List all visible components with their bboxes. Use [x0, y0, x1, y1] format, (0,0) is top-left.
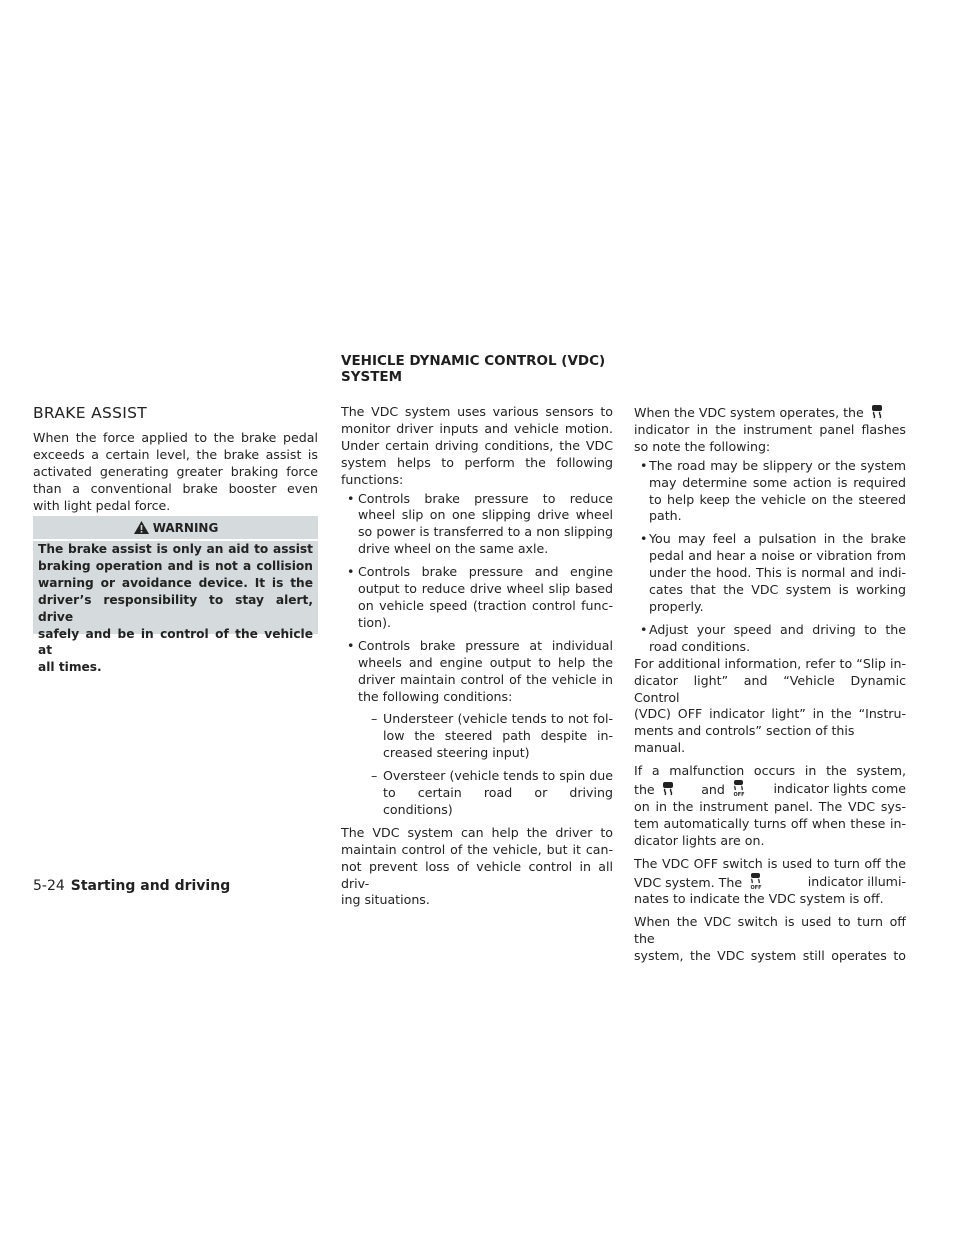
text-line: driver maintain control of the vehicle in [358, 671, 613, 687]
brake-assist-body [33, 430, 318, 515]
text-line: wheels and engine output to help the [358, 654, 613, 670]
text-line [634, 404, 906, 422]
list-item [634, 531, 906, 616]
text-line: For additional information, refer to “Slip in- [634, 655, 906, 671]
section-heading [341, 353, 641, 385]
text-line: cates that the VDC system is working [649, 582, 906, 598]
vdc-off-indicator-icon [731, 780, 747, 797]
off-icon-text: OFF [733, 792, 745, 798]
text-line: the following conditions: [358, 688, 513, 704]
warning-line: driver’s responsibility to stay alert, drive [38, 592, 313, 624]
warning-label: WARNING [152, 520, 219, 535]
text-line: under the hood. This is normal and indi- [649, 565, 906, 581]
text-line: than a conventional brake booster even [33, 480, 318, 496]
text-line [634, 873, 906, 892]
text-line: not prevent loss of vehicle control in all driv- [341, 858, 613, 891]
text-line: When the VDC switch is used to turn off the [634, 914, 906, 947]
text-line: The VDC system uses various sensors to [341, 404, 613, 419]
text-line: When the force applied to the brake pedal [33, 430, 318, 445]
text-line: nates to indicate the VDC system is off. [634, 891, 884, 907]
sub-list-item [341, 768, 613, 819]
text-line: system helps to perform the following [341, 454, 613, 470]
vdc-operation-column [634, 404, 906, 965]
warning-line: The brake assist is only an aid to assist [38, 542, 313, 556]
text-line: drive wheel on the same axle. [358, 541, 549, 557]
text-span [634, 781, 677, 799]
list-item [341, 638, 613, 706]
warning-line: safely and be in control of the vehicle at [38, 626, 313, 658]
text-line: activated generating greater braking force [33, 463, 318, 479]
text-line: exceeds a certain level, the brake assist is [33, 446, 318, 462]
brake-assist-title: BRAKE ASSIST [33, 404, 148, 422]
vdc-off-indicator-icon [748, 873, 764, 890]
text-line: The road may be slippery or the system [649, 457, 906, 473]
text-line: Controls brake pressure at individual [358, 637, 613, 653]
warning-box [33, 516, 318, 675]
text-span: When the VDC system operates, the [634, 405, 864, 420]
warning-line: warning or avoidance device. It is the [38, 575, 313, 590]
text-span: the [634, 781, 655, 797]
text-line: creased steering input) [383, 745, 530, 761]
warning-header [33, 516, 318, 539]
text-line: ments and controls” section of this manual. [634, 723, 855, 756]
text-line: Controls brake pressure to reduce [358, 490, 613, 506]
slip-indicator-icon [661, 781, 675, 797]
page-number: 5-24 [33, 878, 65, 894]
vdc-description-column [341, 404, 613, 909]
page-footer [33, 878, 230, 894]
warning-line: all times. [38, 660, 102, 675]
section-heading-line1: VEHICLE DYNAMIC CONTROL (VDC) [341, 353, 606, 369]
footer-section-name: Starting and driving [70, 878, 231, 894]
text-line: with light pedal force. [33, 497, 171, 513]
text-line: monitor driver inputs and vehicle motion. [341, 420, 613, 436]
text-span: and [701, 782, 725, 798]
text-line: low the steered path despite in- [383, 728, 613, 744]
text-line: (VDC) OFF indicator light” in the “Instru- [634, 706, 906, 722]
text-line: Understeer (vehicle tends to not fol- [383, 711, 613, 727]
text-line: If a malfunction occurs in the system, [634, 763, 906, 779]
text-line: so power is transferred to a non slipping [358, 524, 613, 540]
section-heading-line2: SYSTEM [341, 369, 403, 385]
dash-marker: – [371, 711, 378, 727]
bullet-marker: • [347, 564, 355, 580]
text-span: VDC system. The [634, 874, 743, 890]
bullet-marker: • [640, 531, 648, 547]
warning-triangle-icon [133, 520, 150, 535]
warning-text [38, 541, 313, 676]
bullet-marker: • [640, 457, 648, 473]
text-span [634, 873, 766, 892]
sub-list-item [341, 711, 613, 762]
text-line: on in the instrument panel. The VDC sys- [634, 798, 906, 814]
text-line: The VDC OFF switch is used to turn off the [634, 855, 906, 871]
text-line: system, the VDC system still operates to [634, 948, 906, 964]
text-line: tem automatically turns off when these in- [634, 815, 906, 831]
text-span: indicator lights come [773, 781, 906, 797]
text-line: so note the following: [634, 438, 771, 454]
text-line [634, 780, 906, 799]
warning-line: braking operation and is not a collision [38, 558, 313, 573]
text-line: tion). [358, 614, 392, 630]
bullet-marker: • [347, 637, 355, 653]
text-line: dicator lights are on. [634, 832, 765, 848]
bullet-marker: • [347, 490, 355, 506]
text-line: properly. [649, 598, 704, 614]
text-line: maintain control of the vehicle, but it can- [341, 841, 613, 857]
off-icon-text: OFF [750, 884, 762, 890]
text-line: wheel slip on one slipping drive wheel [358, 507, 613, 523]
text-line: path. [649, 508, 682, 524]
text-line: Oversteer (vehicle tends to spin due [383, 768, 613, 784]
text-line: functions: [341, 471, 404, 487]
list-item [634, 622, 906, 656]
text-span [701, 780, 749, 799]
bullet-marker: • [640, 621, 648, 637]
text-line: Under certain driving conditions, the VDC [341, 437, 613, 453]
text-line: road conditions. [649, 638, 751, 654]
text-line: on vehicle speed (traction control func- [358, 597, 613, 613]
dash-marker: – [371, 768, 378, 784]
text-line: Adjust your speed and driving to the [649, 621, 906, 637]
text-line: output to reduce drive wheel slip based [358, 581, 613, 597]
text-line: may determine some action is required [649, 474, 906, 490]
text-line: dicator light” and “Vehicle Dynamic Control [634, 672, 906, 705]
text-line: You may feel a pulsation in the brake [649, 531, 906, 547]
list-item [634, 458, 906, 526]
text-line: Controls brake pressure and engine [358, 564, 613, 580]
list-item [341, 564, 613, 632]
slip-indicator-icon [870, 404, 884, 420]
text-line: indicator in the instrument panel flashes [634, 421, 906, 437]
text-line: to help keep the vehicle on the steered [649, 491, 906, 507]
text-line: The VDC system can help the driver to [341, 824, 613, 840]
text-span: indicator illumi- [807, 873, 906, 889]
list-item [341, 491, 613, 559]
text-line: ing situations. [341, 892, 430, 908]
text-line: to certain road or driving conditions) [383, 785, 613, 817]
text-line: pedal and hear a noise or vibration from [649, 548, 906, 564]
